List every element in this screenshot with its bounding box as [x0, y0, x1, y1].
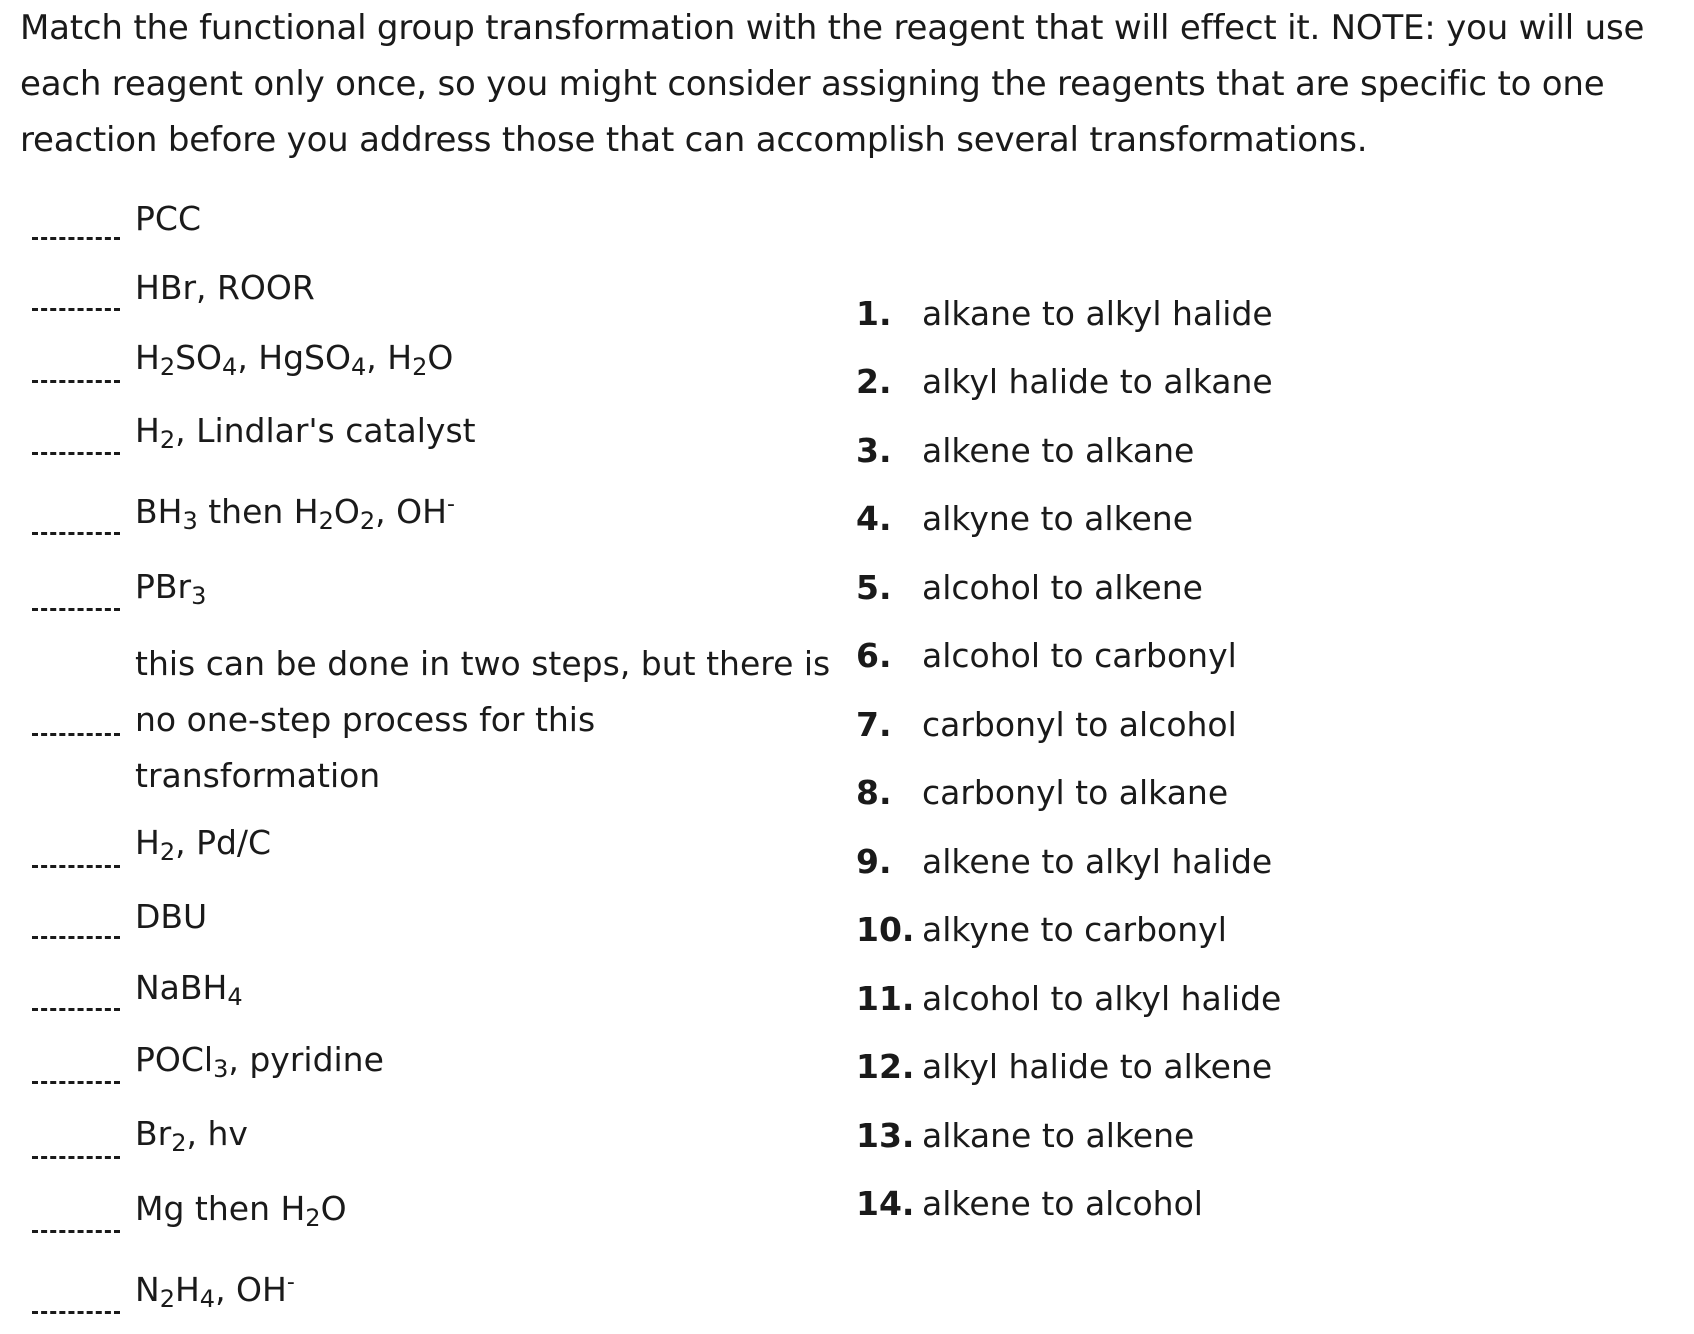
option-7: 7. carbonyl to alcohol	[856, 705, 1237, 744]
option-1: 1. alkane to alkyl halide	[856, 294, 1273, 333]
reagent-hbr-roor: HBr, ROOR	[135, 268, 315, 307]
reagent-nabh4: NaBH$_4$	[135, 968, 243, 1011]
reagent-h2so4-hgso4-h2o: $H_2SO_4$, HgSO$_4$, $H_2O$	[135, 338, 454, 381]
reagent-pcc: PCC	[135, 199, 201, 238]
option-10: 10. alkyne to carbonyl	[856, 910, 1227, 949]
answer-blank-6[interactable]	[32, 608, 120, 611]
reagent-br2-hv: $Br_2$, hv	[135, 1114, 248, 1157]
option-5: 5. alcohol to alkene	[856, 568, 1203, 607]
reagent-dbu: DBU	[135, 897, 208, 936]
reagent-pbr3: PBr$_3$	[135, 567, 207, 610]
option-11: 11. alcohol to alkyl halide	[856, 979, 1282, 1018]
reagent-h2-pdc: $H_2$, Pd/C	[135, 823, 272, 866]
reagent-bh3-h2o2-oh: $BH_3$ then $H_2O_2$, OH-	[135, 492, 455, 535]
reagent-mg-h2o: Mg then $H_2O$	[135, 1189, 347, 1232]
answer-blank-2[interactable]	[32, 308, 120, 311]
answer-blank-12[interactable]	[32, 1156, 120, 1159]
answer-blank-5[interactable]	[32, 532, 120, 535]
option-3: 3. alkene to alkane	[856, 431, 1195, 470]
option-6: 6. alcohol to carbonyl	[856, 636, 1237, 675]
option-13: 13. alkane to alkene	[856, 1116, 1195, 1155]
option-9: 9. alkene to alkyl halide	[856, 842, 1273, 881]
answer-blank-4[interactable]	[32, 452, 120, 455]
answer-blank-9[interactable]	[32, 936, 120, 939]
option-2: 2. alkyl halide to alkane	[856, 362, 1273, 401]
answer-blank-11[interactable]	[32, 1081, 120, 1084]
reagent-two-step-note: this can be done in two steps, but there is no one-step process for this transformation	[135, 644, 831, 795]
answer-blank-10[interactable]	[32, 1008, 120, 1011]
answer-blank-1[interactable]	[32, 237, 120, 240]
answer-blank-14[interactable]	[32, 1311, 120, 1314]
answer-blank-7[interactable]	[32, 733, 120, 736]
answer-blank-3[interactable]	[32, 380, 120, 383]
option-4: 4. alkyne to alkene	[856, 499, 1194, 538]
option-8: 8. carbonyl to alkane	[856, 773, 1229, 812]
answer-blank-13[interactable]	[32, 1230, 120, 1233]
reagent-pocl3-pyridine: POCl$_3$, pyridine	[135, 1040, 384, 1083]
reagent-h2-lindlar: $H_2$, Lindlar's catalyst	[135, 411, 476, 454]
reagent-n2h4-oh: $N_2H_4$, OH-	[135, 1270, 295, 1313]
instructions-text: Match the functional group transformation with the reagent that will effect it. NOTE: you will use each reagent only once, so you might consider assigning the reagents that are specific to one reaction before you address those that can accomplish several transformations.	[20, 8, 1645, 160]
answer-blank-8[interactable]	[32, 865, 120, 868]
option-12: 12. alkyl halide to alkene	[856, 1047, 1273, 1086]
option-14: 14. alkene to alcohol	[856, 1184, 1203, 1223]
